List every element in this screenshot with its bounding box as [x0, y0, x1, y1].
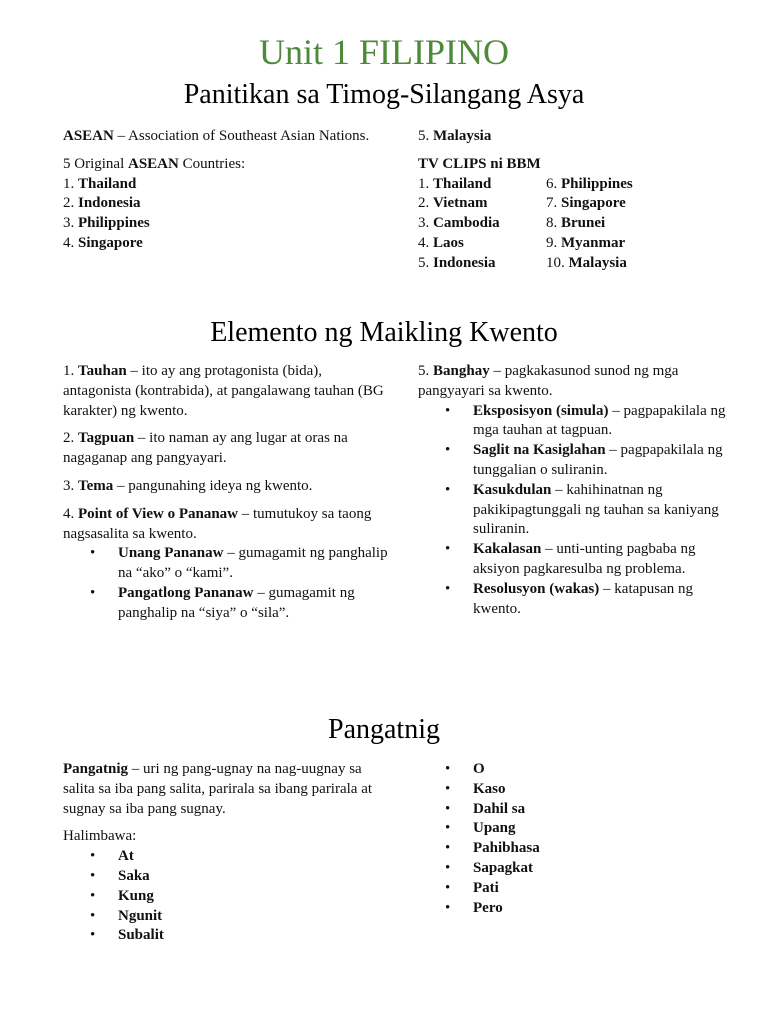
list-item: • Ngunit	[90, 907, 163, 924]
list-item: • Pangatlong Pananaw – gumagamit ng panghalip na “siya” o “sila”.	[90, 584, 355, 621]
list-item: • Kakalasan – unti-unting pagbaba ng aksiyon pagkaresulba ng problema.	[445, 541, 696, 577]
clip-item: 6. Philippines	[546, 175, 633, 192]
clip-item: 7. Singapore	[546, 195, 626, 212]
halimbawa-label: Halimbawa:	[63, 828, 137, 845]
list-item: • Kaso	[445, 780, 506, 797]
pangatnig-left-column	[63, 760, 393, 946]
element-banghay: 5. Banghay – pagkakasunod sunod ng mga pangyayari sa kwento.	[418, 363, 679, 399]
clip-item: 9. Myanmar	[546, 234, 626, 251]
list-item: • Upang	[445, 820, 516, 837]
clip-item: 2. Vietnam	[418, 195, 488, 212]
list-item: • Kasukdulan – kahihinatnan ng pakikipagtunggali ng tauhan sa kaniyang suliranin.	[445, 481, 719, 538]
list-item: • Resolusyon (wakas) – katapusan ng kwento.	[445, 580, 694, 617]
original-country-item: 4. Singapore	[63, 234, 143, 251]
element-pov: 4. Point of View o Pananaw – tumutukoy sa taong nagsasalita sa kwento.	[63, 505, 372, 542]
tv-clips-list	[418, 175, 738, 274]
pangatnig-definition: Pangatnig – uri ng pang-ugnay na nag-uugnay sa salita sa iba pang salita, parirala sa ibang parirala at sugnay sa iba pang sugnay.	[63, 761, 373, 817]
asean-def-text: – Association of Southeast Asian Nations.	[113, 128, 370, 144]
list-item: • Pero	[445, 899, 503, 916]
list-item: • Sapagkat	[445, 859, 534, 876]
clip-item: 8. Brunei	[546, 215, 606, 232]
clip-item: 3. Cambodia	[418, 215, 500, 232]
section-heading-asean: Panitikan sa Timog-Silangang Asya	[183, 79, 585, 110]
section-heading-pangatnig: Pangatnig	[328, 714, 440, 745]
elemento-left-column	[63, 362, 393, 624]
element-tema: 3. Tema – pangunahing ideya ng kwento.	[63, 477, 313, 494]
list-item: • Saglit na Kasiglahan – pagpapakilala ng tunggalian o suliranin.	[445, 442, 723, 478]
element-tauhan: 1. Tauhan – ito ay ang protagonista (bida), antagonista (kontrabida), at pangalawang tauhan (BG karakter) ng kwento.	[63, 363, 384, 419]
asean-right-column	[418, 127, 738, 274]
element-tagpuan: 2. Tagpuan – ito naman ay ang lugar at oras na nagaganap ang pangyayari.	[63, 430, 348, 467]
original-country-item: 1. Thailand	[63, 175, 137, 192]
asean-left-column	[63, 127, 383, 254]
clip-item: 4. Laos	[418, 234, 464, 251]
list-item: • Unang Pananaw – gumagamit ng panghalip na “ako” o “kami”.	[90, 545, 388, 582]
banghay-list	[418, 402, 740, 620]
original-country-item: 3. Philippines	[63, 215, 150, 232]
pangatnig-examples-left	[63, 847, 393, 946]
list-item: • Eksposisyon (simula) – pagpapakilala ng mga tauhan at tagpuan.	[445, 402, 726, 439]
asean-definition	[63, 127, 383, 147]
clip-item: 1. Thailand	[418, 175, 492, 192]
pangatnig-examples-right	[418, 760, 740, 918]
clip-item: 5. Indonesia	[418, 254, 496, 271]
list-item: • Pahibhasa	[445, 840, 540, 857]
page-title: Unit 1 FILIPINO	[259, 32, 509, 72]
list-item: • At	[90, 848, 134, 865]
elemento-right-column	[418, 362, 740, 619]
list-item: • Pati	[445, 879, 499, 896]
original-country-item: 5. Malaysia	[418, 128, 492, 144]
section-heading-elemento: Elemento ng Maikling Kwento	[210, 317, 558, 348]
pov-list	[63, 544, 393, 623]
list-item: • O	[445, 761, 485, 777]
original-countries-label: 5 Original ASEAN Countries:	[63, 155, 246, 172]
list-item: • Subalit	[90, 927, 164, 944]
tv-clips-title: TV CLIPS ni BBM	[418, 155, 541, 172]
asean-term: ASEAN	[63, 128, 114, 144]
original-country-item: 2. Indonesia	[63, 195, 141, 212]
pangatnig-right-column	[418, 760, 740, 918]
clip-item: 10. Malaysia	[546, 254, 627, 271]
list-item: • Dahil sa	[445, 800, 526, 817]
list-item: • Kung	[90, 887, 154, 904]
list-item: • Saka	[90, 867, 150, 884]
